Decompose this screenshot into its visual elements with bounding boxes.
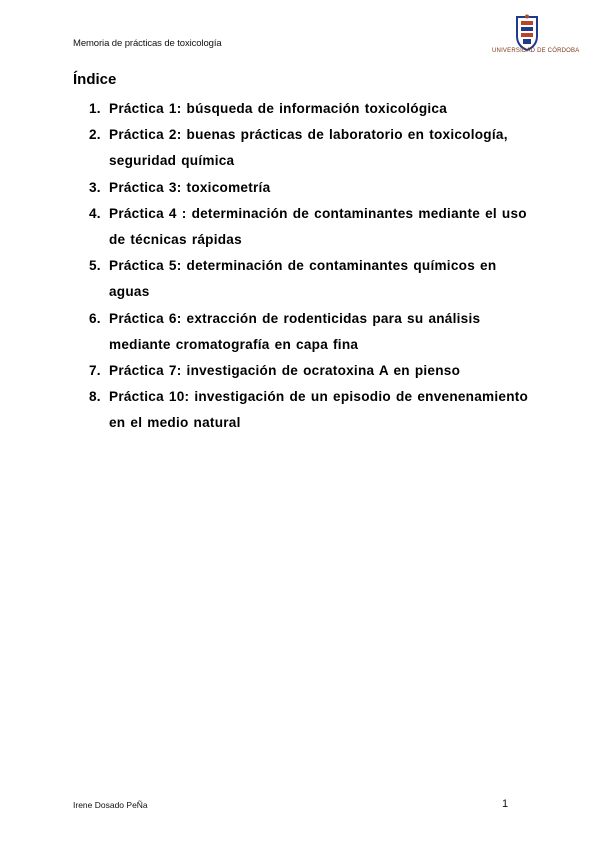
toc-item-number: 3. [89,179,101,195]
page-number: 1 [502,798,509,810]
toc-item [89,201,529,253]
table-of-contents [89,96,529,437]
toc-item [89,384,529,436]
toc-item-number: 1. [89,101,101,116]
toc-item [89,175,529,201]
document-header-title: Memoria de prácticas de toxicología [73,38,222,49]
toc-item-text: Práctica 4 : determinación de contaminantes mediante el uso de técnicas rápidas [109,205,527,248]
university-logo-caption: UNIVERSIDAD DE CÓRDOBA [492,48,580,54]
toc-item-text: Práctica 10: investigación de un episodio de envenenamiento en el medio natural [109,389,529,431]
toc-item-number: 5. [89,258,101,274]
toc-item [89,306,529,358]
toc-item [89,253,529,305]
index-heading: Índice [73,71,117,88]
toc-item-text: Práctica 1: búsqueda de información toxicológica [109,101,448,116]
toc-item-number: 7. [89,363,101,379]
toc-item [89,96,529,122]
toc-item-text: Práctica 7: investigación de ocratoxina A en pienso [109,363,461,379]
footer-author: Irene Dosado PeÑa [73,800,148,810]
toc-item-text: Práctica 3: toxicometría [109,179,271,195]
toc-item-text: Práctica 5: determinación de contaminantes químicos en aguas [109,258,497,300]
toc-item-number: 4. [89,205,101,221]
toc-item-text: Práctica 2: buenas prácticas de laboratorio en toxicología, seguridad química [109,127,508,169]
toc-item [89,122,529,174]
toc-item-number: 8. [89,389,101,405]
toc-item [89,358,529,384]
toc-item-number: 6. [89,310,101,326]
toc-item-number: 2. [89,127,101,143]
toc-item-text: Práctica 6: extracción de rodenticidas para su análisis mediante cromatografía en capa fina [109,310,481,352]
